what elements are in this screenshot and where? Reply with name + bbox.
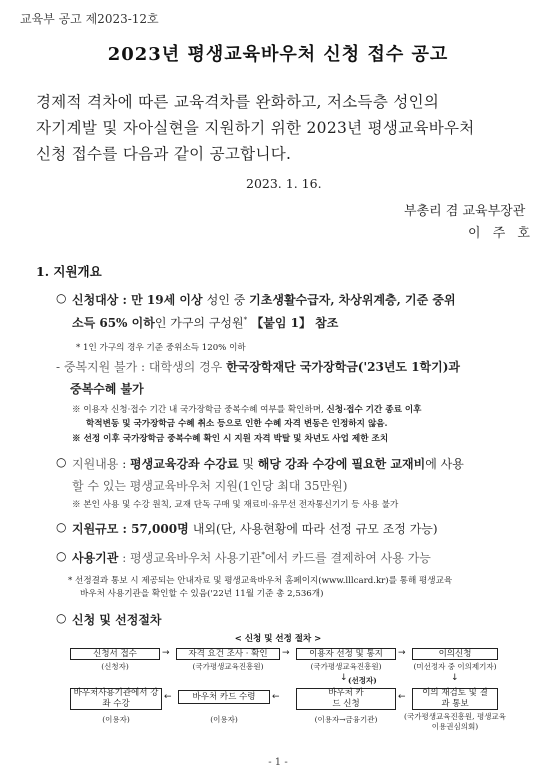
circle-bullet-icon: ○	[56, 611, 67, 625]
step-take-course-actor: (이용자)	[102, 715, 130, 724]
support-and: 및	[238, 457, 258, 471]
support-textbook: 해당 강좌 수강에 필요한 교재비	[257, 457, 426, 471]
scale-line	[72, 520, 438, 537]
eligibility-line-2	[72, 314, 338, 331]
institution-line	[72, 549, 431, 566]
arrow-left-icon: ←	[164, 692, 172, 702]
step-eligibility-check-actor: (국가평생교육진흥원)	[192, 662, 264, 671]
scale-text: 내외(단, 사용현황에 따라 선정 규모 조정 가능)	[192, 522, 438, 536]
intro-line-1: 경제적 격차에 따른 교육격차를 완화하고, 저소득층 성인의	[36, 93, 440, 111]
scale-label: 지원규모	[72, 522, 119, 536]
flow-title: < 신청 및 선정 절차 >	[234, 634, 322, 644]
note-1-bold: 신청·접수 기간 종료 이후	[326, 405, 422, 415]
step-selection-notice: 이용자 선정 및 통지	[296, 648, 396, 660]
arrow-right-icon: →	[282, 648, 290, 658]
institution-text: : 평생교육바우처 사용기관	[118, 551, 262, 565]
circle-bullet-icon: ○	[56, 291, 67, 305]
eligibility-footnote: * 1인 가구의 경우 기준 중위소득 120% 이하	[76, 343, 246, 353]
support-colon: :	[118, 457, 131, 471]
support-label: 지원내용	[72, 457, 119, 471]
arrow-down-icon: ↓	[451, 673, 459, 683]
step-card-application: 바우처 카드 신청	[296, 688, 396, 710]
step-objection-review-actor: (국가평생교육진흥원, 평생교육이용권심의회)	[404, 712, 506, 731]
note-1-line-1	[72, 403, 421, 415]
arrow-left-icon: ←	[272, 692, 280, 702]
step-card-receipt: 바우처 카드 수령	[178, 690, 270, 704]
support-line-1	[72, 455, 464, 472]
note-1-line-2: 학적변동 및 국가장학금 수혜 취소 등으로 인한 수혜 자격 변동은 인정하지 않음.	[86, 419, 388, 429]
duplicate-line-1	[56, 358, 460, 375]
support-line-2: 할 수 있는 평생교육바우처 지원(1인당 최대 35만원)	[72, 479, 348, 493]
selected-tag: (선정자)	[348, 676, 377, 685]
procedure-label: 신청 및 선정절차	[72, 613, 162, 627]
arrow-left-icon: ←	[398, 692, 406, 702]
notice-date: 2023. 1. 16.	[246, 176, 322, 191]
footnote-mark: *	[261, 551, 265, 559]
intro-line-2: 자기계발 및 자아실현을 지원하기 위한 2023년 평생교육바우처	[36, 119, 475, 137]
step-take-course: 바우처사용기관에서 강좌 수강	[70, 688, 162, 710]
support-use: 에 사용	[425, 457, 464, 471]
notice-number: 교육부 공고 제2023-12호	[20, 12, 159, 26]
eligibility-label: 신청대상	[72, 293, 119, 307]
step-application-actor: (신청자)	[101, 662, 129, 671]
duplicate-scholarship: 한국장학재단 국가장학금('23년도 1학기)과	[226, 360, 461, 374]
page-number: - 1 -	[268, 757, 288, 768]
circle-bullet-icon: ○	[56, 520, 67, 534]
note-2: ※ 선정 이후 국가장학금 중복수혜 확인 시 지원 자격 박탈 및 차년도 사업 제한 조치	[72, 434, 389, 444]
support-tuition: 평생교육강좌 수강료	[130, 457, 239, 471]
page-title: 2023년 평생교육바우처 신청 접수 공고	[107, 44, 449, 65]
duplicate-line-2: 중복수혜 불가	[70, 382, 144, 396]
intro-line-3: 신청 접수를 다음과 같이 공고합니다.	[36, 145, 292, 163]
institution-note-2: 바우처 사용기관을 확인할 수 있음('22년 11월 기준 총 2,536개)	[80, 589, 324, 599]
eligibility-income: 소득 65% 이하	[72, 316, 155, 330]
circle-bullet-icon: ○	[56, 549, 67, 563]
circle-bullet-icon: ○	[56, 455, 67, 469]
support-note: ※ 본인 사용 및 수강 원칙, 교재 단독 구매 및 재료비·유무선 전자통신기기 등 사용 불가	[72, 500, 399, 510]
attachment-reference: 【붙임 1】 참조	[247, 316, 339, 330]
footnote-mark: *	[243, 316, 248, 324]
eligibility-line-1	[72, 291, 456, 308]
institution-label: 사용기관	[72, 551, 119, 565]
note-1-text: ※ 이용자 신청·접수 기간 내 국가장학금 중복수혜 여부를 확인하며,	[72, 405, 327, 415]
eligibility-groups: 기초생활수급자, 차상위계층, 기준 중위	[249, 293, 456, 307]
step-card-receipt-actor: (이용자)	[210, 715, 238, 724]
signature-name: 이 주 호	[468, 226, 534, 241]
section-heading: 1. 지원개요	[36, 264, 102, 279]
eligibility-text: 성인 중	[206, 293, 250, 307]
institution-note-1: * 선정결과 통보 시 제공되는 안내자료 및 평생교육바우처 홈페이지(www.lllcard.kr)를 통해 평생교육	[68, 576, 453, 586]
signature-office: 부총리 겸 교육부장관	[404, 204, 526, 219]
institution-text-2: 에서 카드를 결제하여 사용 가능	[264, 551, 431, 565]
scale-count: : 57,000명	[118, 522, 193, 536]
arrow-right-icon: →	[162, 648, 170, 658]
arrow-right-icon: →	[398, 648, 406, 658]
arrow-down-icon: ↓	[340, 673, 348, 683]
duplicate-label: - 중복지원 불가 : 대학생의 경우	[56, 360, 227, 374]
step-eligibility-check: 자격 요건 조사 · 확인	[176, 648, 280, 660]
eligibility-age: : 만 19세 이상	[118, 293, 207, 307]
step-selection-notice-actor: (국가평생교육진흥원)	[310, 662, 382, 671]
step-application: 신청서 접수	[70, 648, 160, 660]
step-objection: 이의신청	[412, 648, 498, 660]
step-objection-review: 이의 재검토 및 결과 통보	[412, 688, 498, 710]
step-card-application-actor: (이용자→금융기관)	[314, 715, 378, 724]
eligibility-household: 인 가구의 구성원	[154, 316, 244, 330]
step-objection-actor: (미선정자 중 이의제기자)	[413, 662, 497, 671]
